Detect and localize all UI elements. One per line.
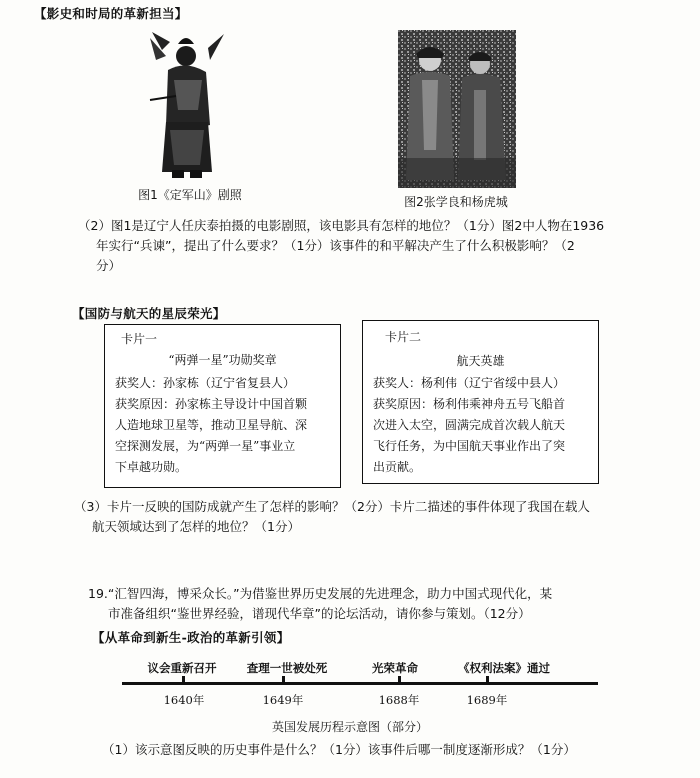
figure1-caption: 图1《定军山》剧照 bbox=[138, 188, 242, 202]
section-heading-defense-space: 【国防与航天的星辰荣光】 bbox=[72, 306, 226, 321]
card-one-body bbox=[115, 373, 340, 478]
timeline-diagram bbox=[0, 648, 700, 718]
question-19-1: （1）该示意图反映的历史事件是什么？（1分）该事件后哪一制度逐渐形成？（1分） bbox=[102, 742, 576, 757]
card-two bbox=[362, 320, 599, 484]
question-2-line: （2）图1是辽宁人任庆泰拍摄的电影剧照，该电影具有怎样的地位？（1分）图2中人物在1936 bbox=[78, 218, 605, 233]
card-two-line: 获奖人：杨利伟（辽宁省绥中县人） bbox=[373, 376, 566, 390]
card-two-line: 出贡献。 bbox=[373, 460, 422, 474]
question-2-line: 分） bbox=[96, 258, 122, 273]
card-two-line: 获奖原因：杨利伟乘神舟五号飞船首 bbox=[373, 397, 566, 411]
section-heading-film-politics: 【影史和时局的革新担当】 bbox=[34, 6, 188, 21]
card-two-body bbox=[373, 373, 598, 478]
card-two-label: 卡片二 bbox=[385, 330, 422, 344]
timeline-axis bbox=[122, 682, 598, 685]
timeline-event-label: 《权利法案》通过 bbox=[458, 661, 550, 675]
figure1-opera-photo bbox=[148, 30, 226, 180]
timeline-year: 1640年 bbox=[163, 693, 205, 707]
question-2 bbox=[78, 216, 690, 276]
card-one-label: 卡片一 bbox=[121, 332, 158, 346]
timeline-tick bbox=[398, 676, 401, 685]
card-two-line: 次进入太空，圆满完成首次载人航天 bbox=[373, 418, 566, 432]
timeline-event-label: 查理一世被处死 bbox=[246, 661, 328, 675]
timeline-caption: 英国发展历程示意图（部分） bbox=[271, 720, 428, 734]
section-heading-revolution: 【从革命到新生-政治的革新引领】 bbox=[92, 630, 290, 645]
timeline-tick bbox=[282, 676, 285, 685]
timeline-year: 1688年 bbox=[378, 693, 420, 707]
two-generals-illustration bbox=[398, 30, 516, 188]
question-3 bbox=[74, 497, 690, 537]
timeline-tick bbox=[182, 676, 185, 685]
opera-figure-illustration bbox=[148, 30, 226, 180]
card-one-line: 空探测发展，为“两弹一星”事业立 bbox=[115, 439, 296, 453]
figure2-historical-photo bbox=[398, 30, 516, 188]
figure2-caption: 图2张学良和杨虎城 bbox=[404, 195, 508, 209]
card-one-line: 获奖原因：孙家栋主导设计中国首颗 bbox=[115, 397, 308, 411]
timeline-year: 1689年 bbox=[466, 693, 508, 707]
question-3-line: （3）卡片一反映的国防成就产生了怎样的影响？（2分）卡片二描述的事件体现了我国在载人 bbox=[74, 499, 590, 514]
timeline-tick bbox=[486, 676, 489, 685]
card-one bbox=[104, 324, 341, 488]
timeline-event-label: 光荣革命 bbox=[372, 661, 418, 675]
card-one-line: 下卓越功勋。 bbox=[115, 460, 188, 474]
question-19-intro bbox=[88, 584, 690, 624]
card-two-line: 飞行任务，为中国航天事业作出了突 bbox=[373, 439, 566, 453]
card-two-title: 航天英雄 bbox=[456, 354, 505, 368]
timeline-year: 1649年 bbox=[262, 693, 304, 707]
question-3-line: 航天领域达到了怎样的地位？（1分） bbox=[92, 519, 300, 534]
card-one-line: 获奖人：孙家栋（辽宁省复县人） bbox=[115, 376, 296, 390]
card-one-title: “两弹一星”功勋奖章 bbox=[168, 353, 277, 367]
card-one-line: 人造地球卫星等，推动卫星导航、深 bbox=[115, 418, 308, 432]
question-19-intro-line: 市准备组织“鉴世界经验，谱现代华章”的论坛活动，请你参与策划。（12分） bbox=[108, 606, 531, 621]
question-19-intro-line: 19.“汇智四海，博采众长。”为借鉴世界历史发展的先进理念，助力中国式现代化，某 bbox=[88, 586, 553, 601]
question-2-line: 年实行“兵谏”，提出了什么要求？（1分）该事件的和平解决产生了什么积极影响？（2 bbox=[96, 238, 575, 253]
timeline-event-label: 议会重新召开 bbox=[147, 661, 217, 675]
